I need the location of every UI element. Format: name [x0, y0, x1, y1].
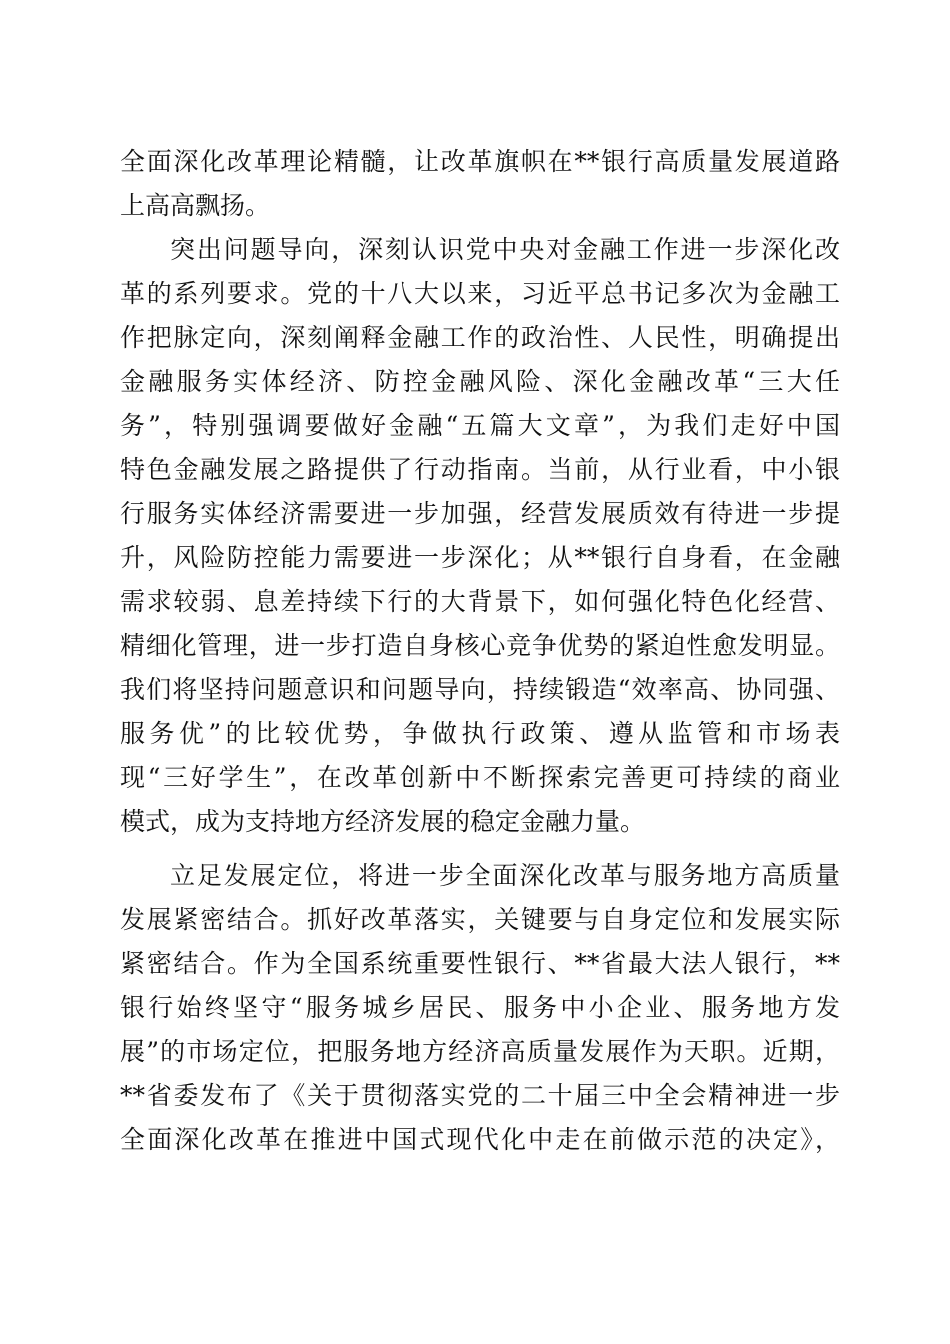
text-line-12: 精细化管理，进一步打造自身核心竞争优势的紧迫性愈发明显。 — [120, 631, 840, 660]
paragraph-development-positioning-first-line: 立足发展定位，将进一步全面深化改革与服务地方高质量 — [170, 861, 840, 890]
text-line-8: 特色金融发展之路提供了行动指南。当前，从行业看，中小银 — [120, 455, 840, 484]
text-line-2: 上高高飘扬。 — [120, 191, 271, 220]
text-line-9: 行服务实体经济需要进一步加强，经营发展质效有待进一步提 — [120, 499, 840, 528]
text-line-22: **省委发布了《关于贯彻落实党的二十届三中全会精神进一步 — [120, 1081, 840, 1110]
text-line-19: 紧密结合。作为全国系统重要性银行、**省最大法人银行，** — [120, 949, 840, 978]
text-line-18: 发展紧密结合。抓好改革落实，关键要与自身定位和发展实际 — [120, 905, 840, 934]
text-line-16: 模式，成为支持地方经济发展的稳定金融力量。 — [120, 807, 646, 836]
text-line-20: 银行始终坚守“服务城乡居民、服务中小企业、服务地方发 — [120, 993, 840, 1022]
text-line-23: 全面深化改革在推进中国式现代化中走在前做示范的决定》， — [120, 1125, 840, 1154]
text-line-7: 务”，特别强调要做好金融“五篇大文章”，为我们走好中国 — [120, 411, 840, 440]
text-line-14: 服务优”的比较优势，争做执行政策、遵从监管和市场表 — [120, 719, 840, 748]
text-line-4: 革的系列要求。党的十八大以来，习近平总书记多次为金融工 — [120, 279, 840, 308]
text-line-11: 需求较弱、息差持续下行的大背景下，如何强化特色化经营、 — [120, 587, 840, 616]
text-line-13: 我们将坚持问题意识和问题导向，持续锻造“效率高、协同强、 — [120, 675, 840, 704]
text-line-5: 作把脉定向，深刻阐释金融工作的政治性、人民性，明确提出 — [120, 323, 840, 352]
text-line-15: 现“三好学生”，在改革创新中不断探索完善更可持续的商业 — [120, 763, 840, 792]
text-line-1: 全面深化改革理论精髓，让改革旗帜在**银行高质量发展道路 — [120, 147, 840, 176]
text-line-6: 金融服务实体经济、防控金融风险、深化金融改革“三大任 — [120, 367, 840, 396]
paragraph-problem-oriented-first-line: 突出问题导向，深刻认识党中央对金融工作进一步深化改 — [170, 235, 840, 264]
text-line-21: 展”的市场定位，把服务地方经济高质量发展作为天职。近期， — [120, 1037, 840, 1066]
text-line-10: 升，风险防控能力需要进一步深化；从**银行自身看，在金融 — [120, 543, 840, 572]
